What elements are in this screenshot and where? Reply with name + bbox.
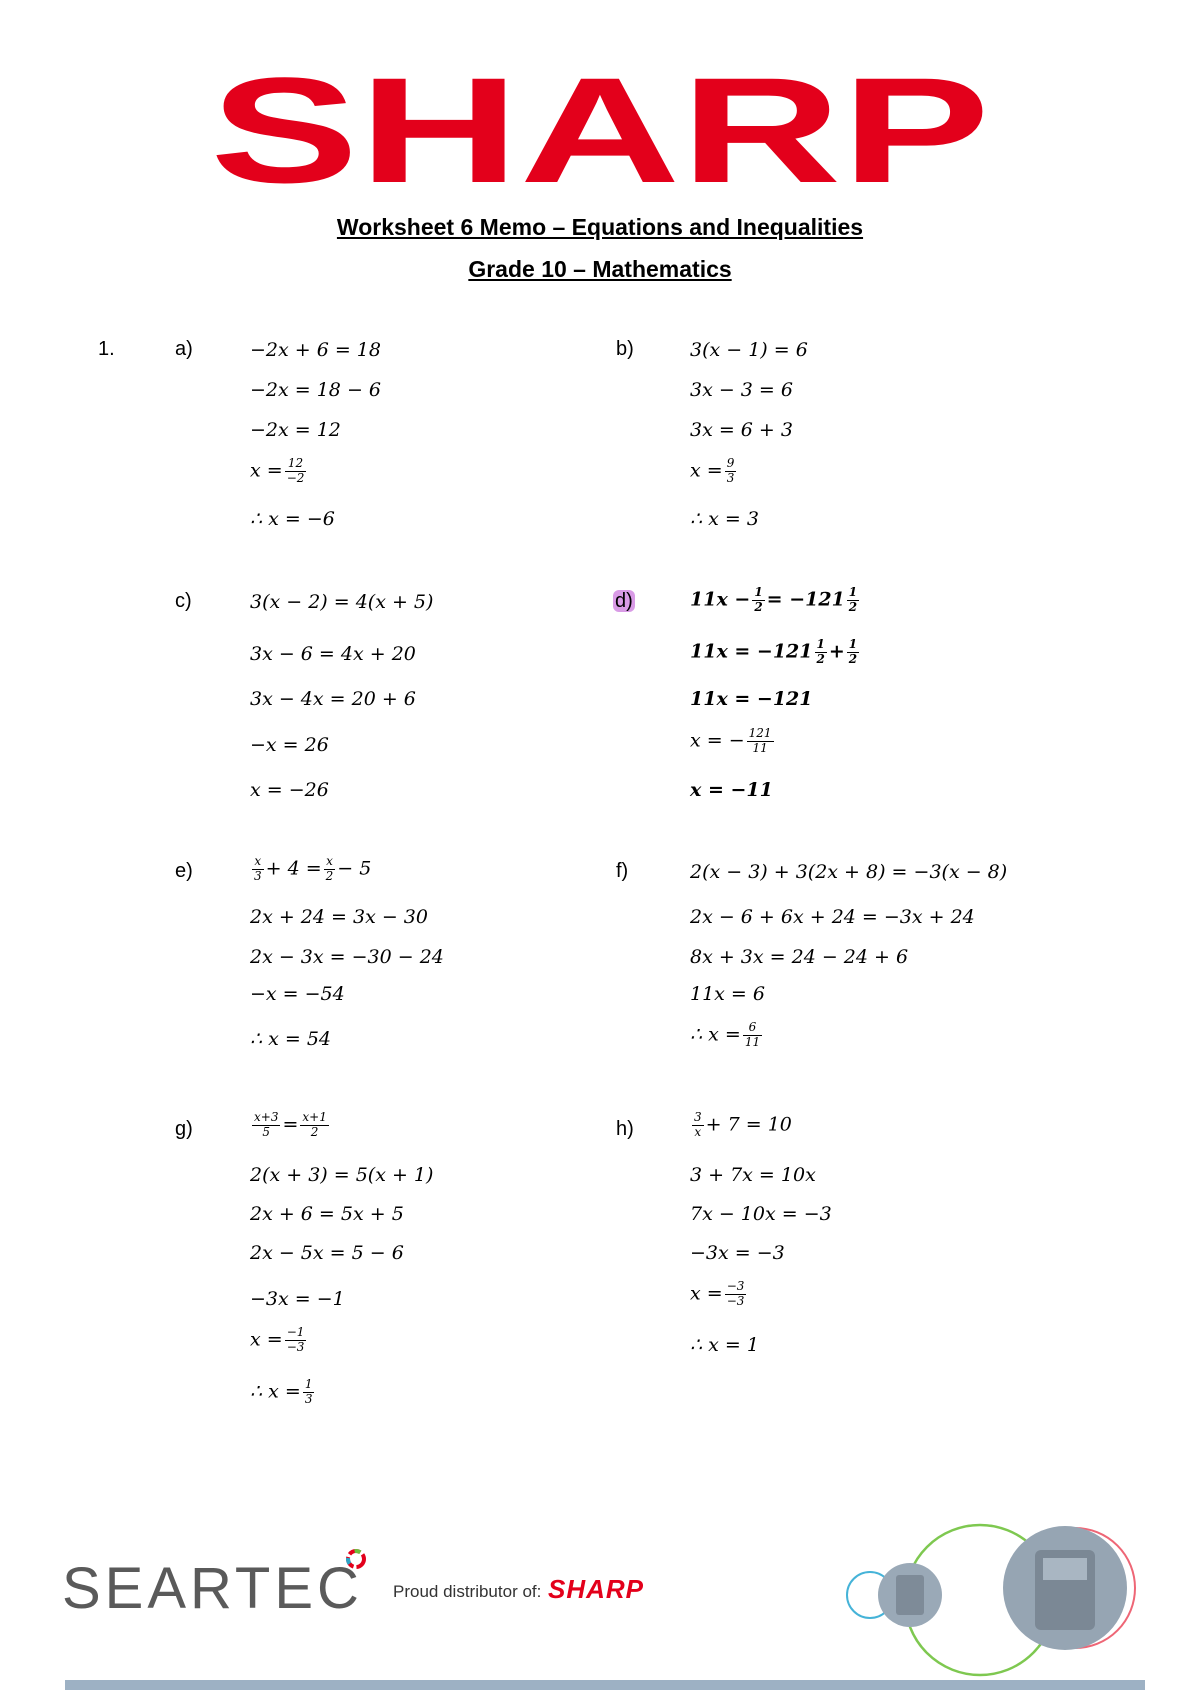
part-b-line-2: 3x − 3 = 6 (690, 379, 793, 401)
seartec-text: SEARTEC (62, 1556, 363, 1621)
seartec-logo (62, 1555, 363, 1622)
part-d-label: d) (615, 590, 633, 612)
part-e-line-3: 2x − 3x = −30 − 24 (250, 946, 444, 968)
part-h-line-2: 3 + 7x = 10x (690, 1164, 816, 1186)
part-c-line-4: −x = 26 (250, 734, 329, 756)
part-h-line-4: −3x = −3 (690, 1242, 785, 1264)
calculator-circles-graphic (830, 1520, 1150, 1680)
part-h-line-6: ∴ x = 1 (690, 1334, 759, 1356)
part-h-label: h) (616, 1118, 634, 1140)
part-a-line-1: −2x + 6 = 18 (250, 339, 381, 361)
sharp-small-logo: SHARP (548, 1574, 645, 1604)
part-d-line-2: 11x = −121 $\frac{1}{2}$ + $\frac{1}{2}$ (690, 637, 858, 666)
part-b-line-1: 3(x − 1) = 6 (690, 339, 808, 361)
part-g-line-6: x = $\frac{-1}{-3}$ (250, 1325, 305, 1354)
part-h-line-1: $\frac{3}{x}$ + 7 = 10 (694, 1110, 792, 1139)
footer-bar (65, 1680, 1145, 1690)
part-h-line-5: x = $\frac{-3}{-3}$ (690, 1279, 745, 1308)
part-g-line-5: −3x = −1 (250, 1288, 345, 1310)
question-number: 1. (98, 338, 115, 360)
part-b-line-5: ∴ x = 3 (690, 508, 759, 530)
part-e-line-2: 2x + 24 = 3x − 30 (250, 906, 428, 928)
page-subtitle: Grade 10 – Mathematics (468, 256, 732, 282)
part-a-label: a) (175, 338, 193, 360)
part-g-line-2: 2(x + 3) = 5(x + 1) (250, 1164, 434, 1186)
svg-text:SHARP: SHARP (210, 70, 990, 190)
part-d-line-5: x = −11 (690, 779, 773, 801)
part-a-line-3: −2x = 12 (250, 419, 341, 441)
part-e-line-1: $\frac{x}{3}$ + 4 = $\frac{x}{2}$ − 5 (254, 854, 372, 883)
part-b-label: b) (616, 338, 634, 360)
part-g-line-3: 2x + 6 = 5x + 5 (250, 1203, 404, 1225)
part-e-line-5: ∴ x = 54 (250, 1028, 332, 1050)
sharp-logo (205, 70, 995, 190)
part-e-label: e) (175, 860, 193, 882)
part-f-line-2: 2x − 6 + 6x + 24 = −3x + 24 (690, 906, 975, 928)
page-title: Worksheet 6 Memo – Equations and Inequalities (336, 214, 864, 240)
seartec-mark-icon (344, 1547, 368, 1571)
part-f-line-4: 11x = 6 (690, 983, 765, 1005)
part-g-line-1: $\frac{x+3}{5}$ = $\frac{x+1}{2}$ (254, 1110, 327, 1139)
distributor-tagline: Proud distributor of: (393, 1582, 542, 1601)
part-f-line-3: 8x + 3x = 24 − 24 + 6 (690, 946, 909, 968)
part-g-label: g) (175, 1118, 193, 1140)
part-a-line-5: ∴ x = −6 (250, 508, 335, 530)
part-c-line-5: x = −26 (250, 779, 329, 801)
part-c-label: c) (175, 590, 192, 612)
part-c-line-1: 3(x − 2) = 4(x + 5) (250, 591, 434, 613)
part-c-line-3: 3x − 4x = 20 + 6 (250, 688, 416, 710)
part-c-line-2: 3x − 6 = 4x + 20 (250, 643, 416, 665)
part-a-line-2: −2x = 18 − 6 (250, 379, 381, 401)
part-f-label: f) (616, 860, 629, 882)
part-e-line-4: −x = −54 (250, 983, 345, 1005)
part-f-line-5: ∴ x = $\frac{6}{11}$ (690, 1020, 761, 1049)
part-h-line-3: 7x − 10x = −3 (690, 1203, 832, 1225)
part-g-line-4: 2x − 5x = 5 − 6 (250, 1242, 404, 1264)
part-b-line-4: x = $\frac{9}{3}$ (690, 456, 735, 485)
part-a-line-4: x = $\frac{12}{-2}$ (250, 456, 305, 485)
part-g-line-7: ∴ x = $\frac{1}{3}$ (250, 1377, 313, 1406)
part-b-line-3: 3x = 6 + 3 (690, 419, 793, 441)
part-d-line-3: 11x = −121 (690, 688, 813, 710)
part-f-line-1: 2(x − 3) + 3(2x + 8) = −3(x − 8) (690, 861, 1008, 883)
part-d-line-4: x = − $\frac{121}{11}$ (690, 726, 772, 755)
part-d-line-1: 11x − $\frac{1}{2}$ = −121 $\frac{1}{2}$ (690, 585, 858, 614)
